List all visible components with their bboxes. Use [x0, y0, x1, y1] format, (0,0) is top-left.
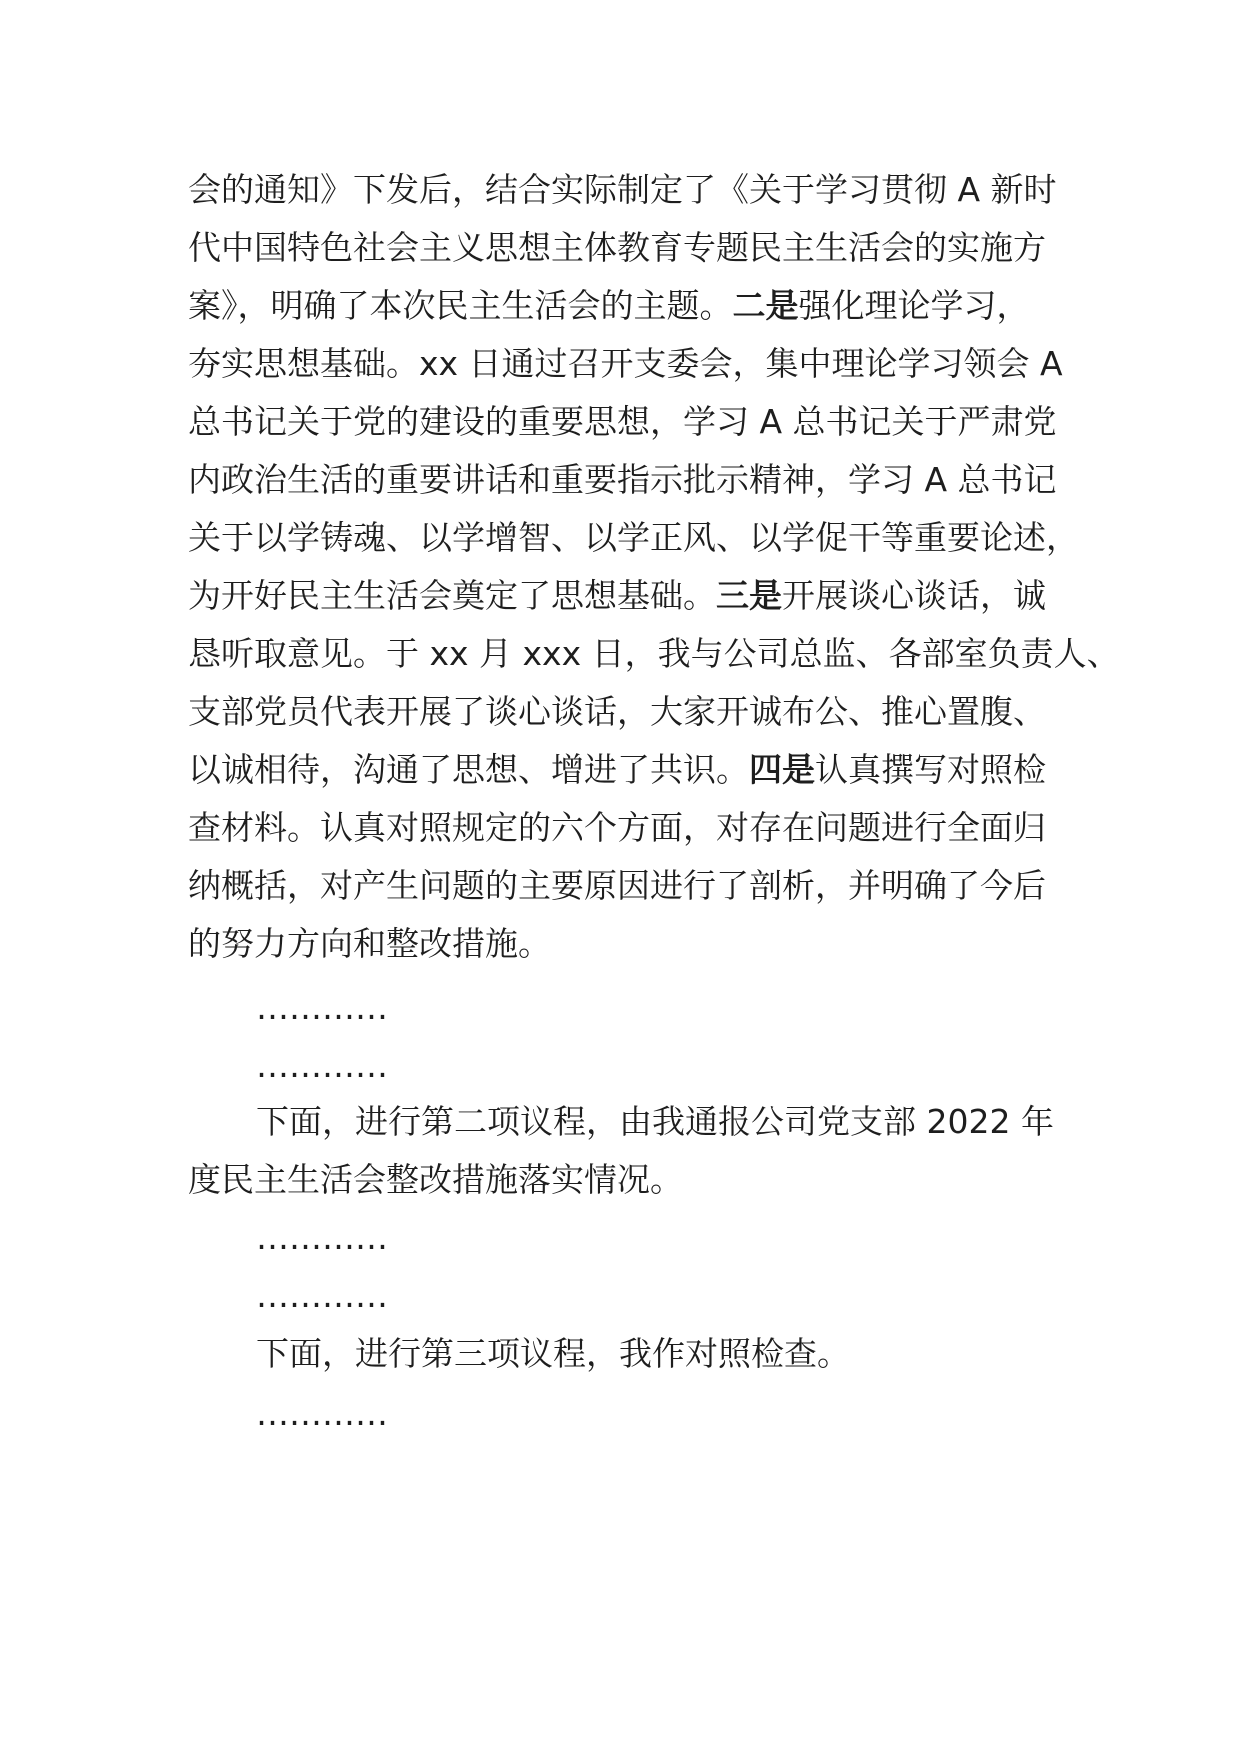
text-segment: ………… — [256, 1218, 388, 1257]
text-segment: 代中国特色社会主义思想主体教育专题民主生活会的实施方 — [188, 228, 1046, 267]
text-line — [188, 458, 1057, 502]
text-line — [188, 400, 1057, 444]
text-segment: 案》，明确了本次民主生活会的主题。 — [188, 286, 733, 325]
text-segment: 度民主生活会整改措施落实情况。 — [188, 1160, 683, 1199]
text-line — [188, 806, 1046, 850]
text-segment: 恳听取意见。于 xx 月 xxx 日，我与公司总监、各部室负责人、 — [188, 634, 1120, 673]
text-segment: ………… — [256, 1046, 388, 1085]
text-line — [256, 986, 388, 1030]
text-segment: 关于以学铸魂、以学增智、以学正风、以学促干等重要论述， — [188, 518, 1079, 557]
text-line — [256, 1100, 1054, 1144]
text-line — [188, 632, 1120, 676]
text-line — [188, 516, 1079, 560]
text-segment: 为开好民主生活会奠定了思想基础。 — [188, 576, 716, 615]
text-segment: 以诚相待，沟通了思想、增进了共识。 — [188, 750, 749, 789]
text-segment: 会的通知》下发后，结合实际制定了《关于学习贯彻 A 新时 — [188, 170, 1057, 209]
bold-keyword: 四是 — [749, 750, 815, 789]
text-segment: 下面，进行第二项议程，由我通报公司党支部 2022 年 — [256, 1102, 1054, 1141]
text-line — [188, 226, 1046, 270]
text-line — [256, 1392, 388, 1436]
text-segment: ………… — [256, 1276, 388, 1315]
text-segment: 夯实思想基础。xx 日通过召开支委会，集中理论学习领会 A — [188, 344, 1063, 383]
text-line — [188, 922, 551, 966]
text-segment: 强化理论学习， — [798, 286, 1030, 325]
text-line — [188, 690, 1046, 734]
bold-keyword: 二是 — [732, 286, 799, 325]
text-line — [188, 342, 1063, 386]
text-line — [188, 864, 1046, 908]
text-segment: 总书记关于党的建设的重要思想，学习 A 总书记关于严肃党 — [188, 402, 1057, 441]
text-segment: 认真撰写对照检 — [815, 750, 1046, 789]
text-line — [256, 1216, 388, 1260]
text-line — [188, 284, 1030, 328]
text-line — [188, 748, 1046, 792]
text-segment: 查材料。认真对照规定的六个方面，对存在问题进行全面归 — [188, 808, 1046, 847]
text-segment: ………… — [256, 988, 388, 1027]
text-line — [188, 574, 1046, 618]
text-segment: 下面，进行第三项议程，我作对照检查。 — [256, 1334, 850, 1373]
text-segment: 内政治生活的重要讲话和重要指示批示精神，学习 A 总书记 — [188, 460, 1057, 499]
text-line — [256, 1044, 388, 1088]
text-segment: 纳概括，对产生问题的主要原因进行了剖析，并明确了今后 — [188, 866, 1046, 905]
text-line — [188, 168, 1057, 212]
text-segment: 开展谈心谈话，诚 — [782, 576, 1046, 615]
text-segment: ………… — [256, 1394, 388, 1433]
text-line — [188, 1158, 683, 1202]
text-line — [256, 1332, 850, 1376]
text-line — [256, 1274, 388, 1318]
text-segment: 的努力方向和整改措施。 — [188, 924, 551, 963]
bold-keyword: 三是 — [716, 576, 782, 615]
text-segment: 支部党员代表开展了谈心谈话，大家开诚布公、推心置腹、 — [188, 692, 1046, 731]
